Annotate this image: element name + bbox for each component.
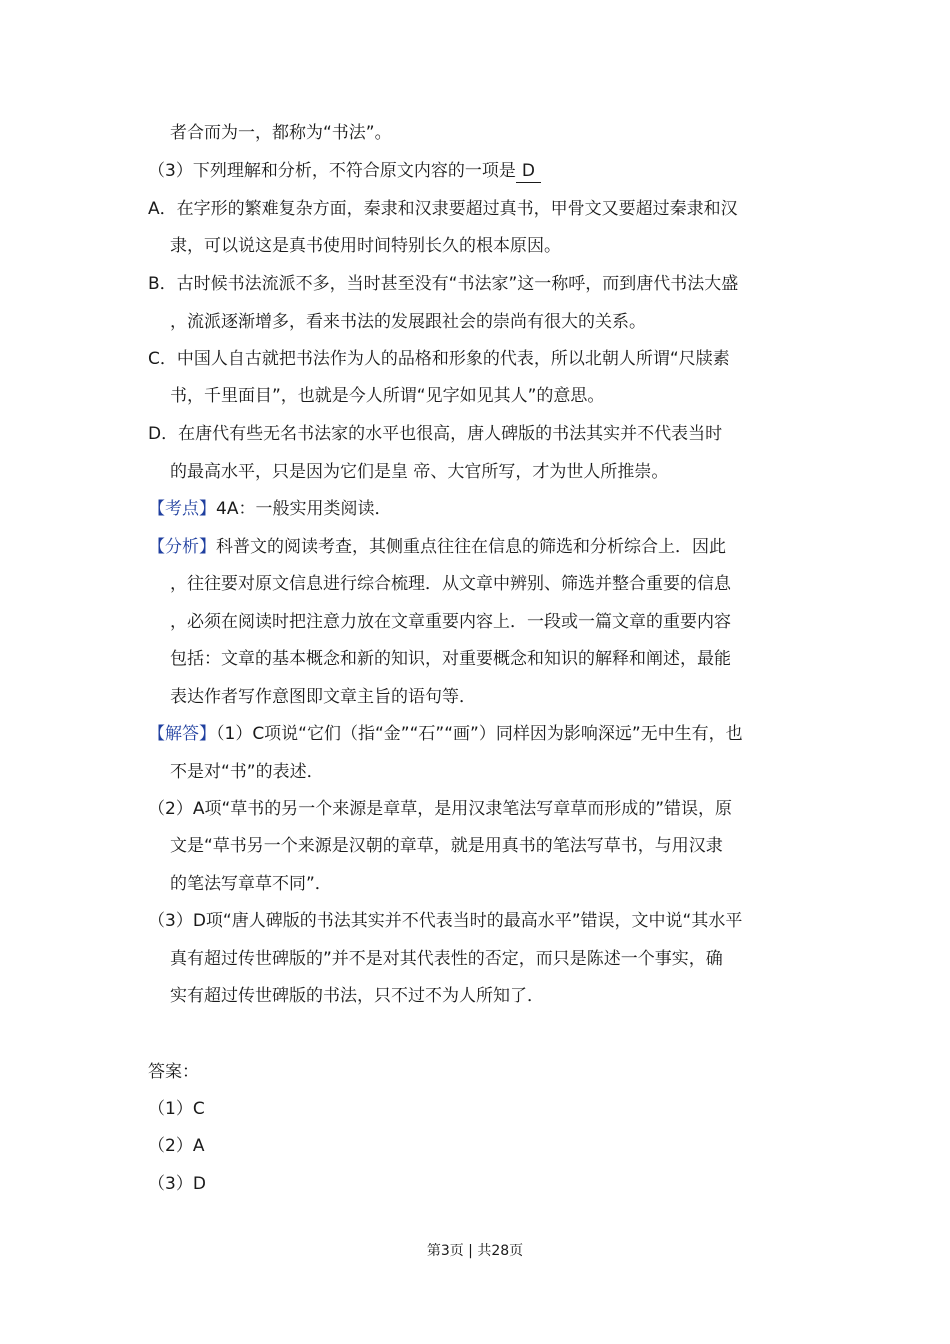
option-c-line-2: 书，千里面目”，也就是今人所谓“见字如见其人”的意思。: [170, 386, 605, 406]
fenxi-text-1: 科普文的阅读考查，其侧重点往往在信息的筛选和分析综合上．因此: [216, 537, 726, 557]
jieda-line-2: 不是对“书”的表述．: [170, 762, 324, 782]
fenxi-tag: 【分析】: [148, 537, 216, 557]
kaodian-tag: 【考点】: [148, 499, 216, 519]
jieda-3-line-3: 实有超过传世碑版的书法，只不过不为人所知了．: [170, 986, 544, 1006]
kaodian-text: 4A：一般实用类阅读．: [216, 499, 392, 519]
page-footer: 第3页 | 共28页: [426, 1243, 524, 1259]
jieda-2-line-1: （2）A项“草书的另一个来源是章草，是用汉隶笔法写章草而形成的”错误，原: [148, 799, 733, 819]
continuation-line: 者合而为一，都称为“书法”。: [170, 123, 392, 143]
option-d-line-2: 的最高水平，只是因为它们是皇 帝、大官所写，才为世人所推崇。: [170, 462, 669, 482]
jieda-3-line-2: 真有超过传世碑版的”并不是对其代表性的否定，而只是陈述一个事实，确: [170, 949, 723, 969]
option-d-line-1: D．在唐代有些无名书法家的水平也很高，唐人碑版的书法其实并不代表当时: [148, 424, 723, 444]
question-3-text: （3）下列理解和分析，不符合原文内容的一项是: [148, 161, 516, 181]
answer-2: （2）A: [148, 1136, 205, 1156]
kaodian-line: [148, 497, 391, 521]
jieda-line-1: [148, 722, 743, 746]
answer-label: 答案：: [148, 1062, 199, 1082]
question-3-answer-blank: D: [516, 160, 541, 183]
fenxi-line-3: ，必须在阅读时把注意力放在文章重要内容上．一段或一篇文章的重要内容: [170, 612, 731, 632]
fenxi-line-1: [148, 535, 726, 559]
fenxi-line-5: 表达作者写作意图即文章主旨的语句等．: [170, 687, 476, 707]
question-3: [148, 159, 541, 183]
jieda-text-1: （1）C项说“它们（指“金”“石”“画”）同样因为影响深远”无中生有，也: [216, 724, 743, 744]
jieda-3-line-1: （3）D项“唐人碑版的书法其实并不代表当时的最高水平”错误，文中说“其水平: [148, 911, 743, 931]
fenxi-line-2: ，往往要对原文信息进行综合梳理．从文章中辨别、筛选并整合重要的信息: [170, 574, 731, 594]
option-c-line-1: C．中国人自古就把书法作为人的品格和形象的代表，所以北朝人所谓“尺牍素: [148, 349, 730, 369]
option-b-line-2: ，流派逐渐增多，看来书法的发展跟社会的崇尚有很大的关系。: [170, 312, 646, 332]
answer-1: （1）C: [148, 1099, 205, 1119]
answer-3: （3）D: [148, 1174, 206, 1194]
option-b-line-1: B．古时候书法流派不多，当时甚至没有“书法家”这一称呼，而到唐代书法大盛: [148, 274, 739, 294]
jieda-2-line-3: 的笔法写章草不同”．: [170, 874, 332, 894]
jieda-tag: 【解答】: [148, 724, 216, 744]
option-a-line-2: 隶，可以说这是真书使用时间特别长久的根本原因。: [170, 236, 561, 256]
option-a-line-1: A．在字形的繁难复杂方面，秦隶和汉隶要超过真书，甲骨文又要超过秦隶和汉: [148, 199, 738, 219]
fenxi-line-4: 包括：文章的基本概念和新的知识，对重要概念和知识的解释和阐述，最能: [170, 649, 731, 669]
jieda-2-line-2: 文是“草书另一个来源是汉朝的章草，就是用真书的笔法写草书，与用汉隶: [170, 836, 723, 856]
